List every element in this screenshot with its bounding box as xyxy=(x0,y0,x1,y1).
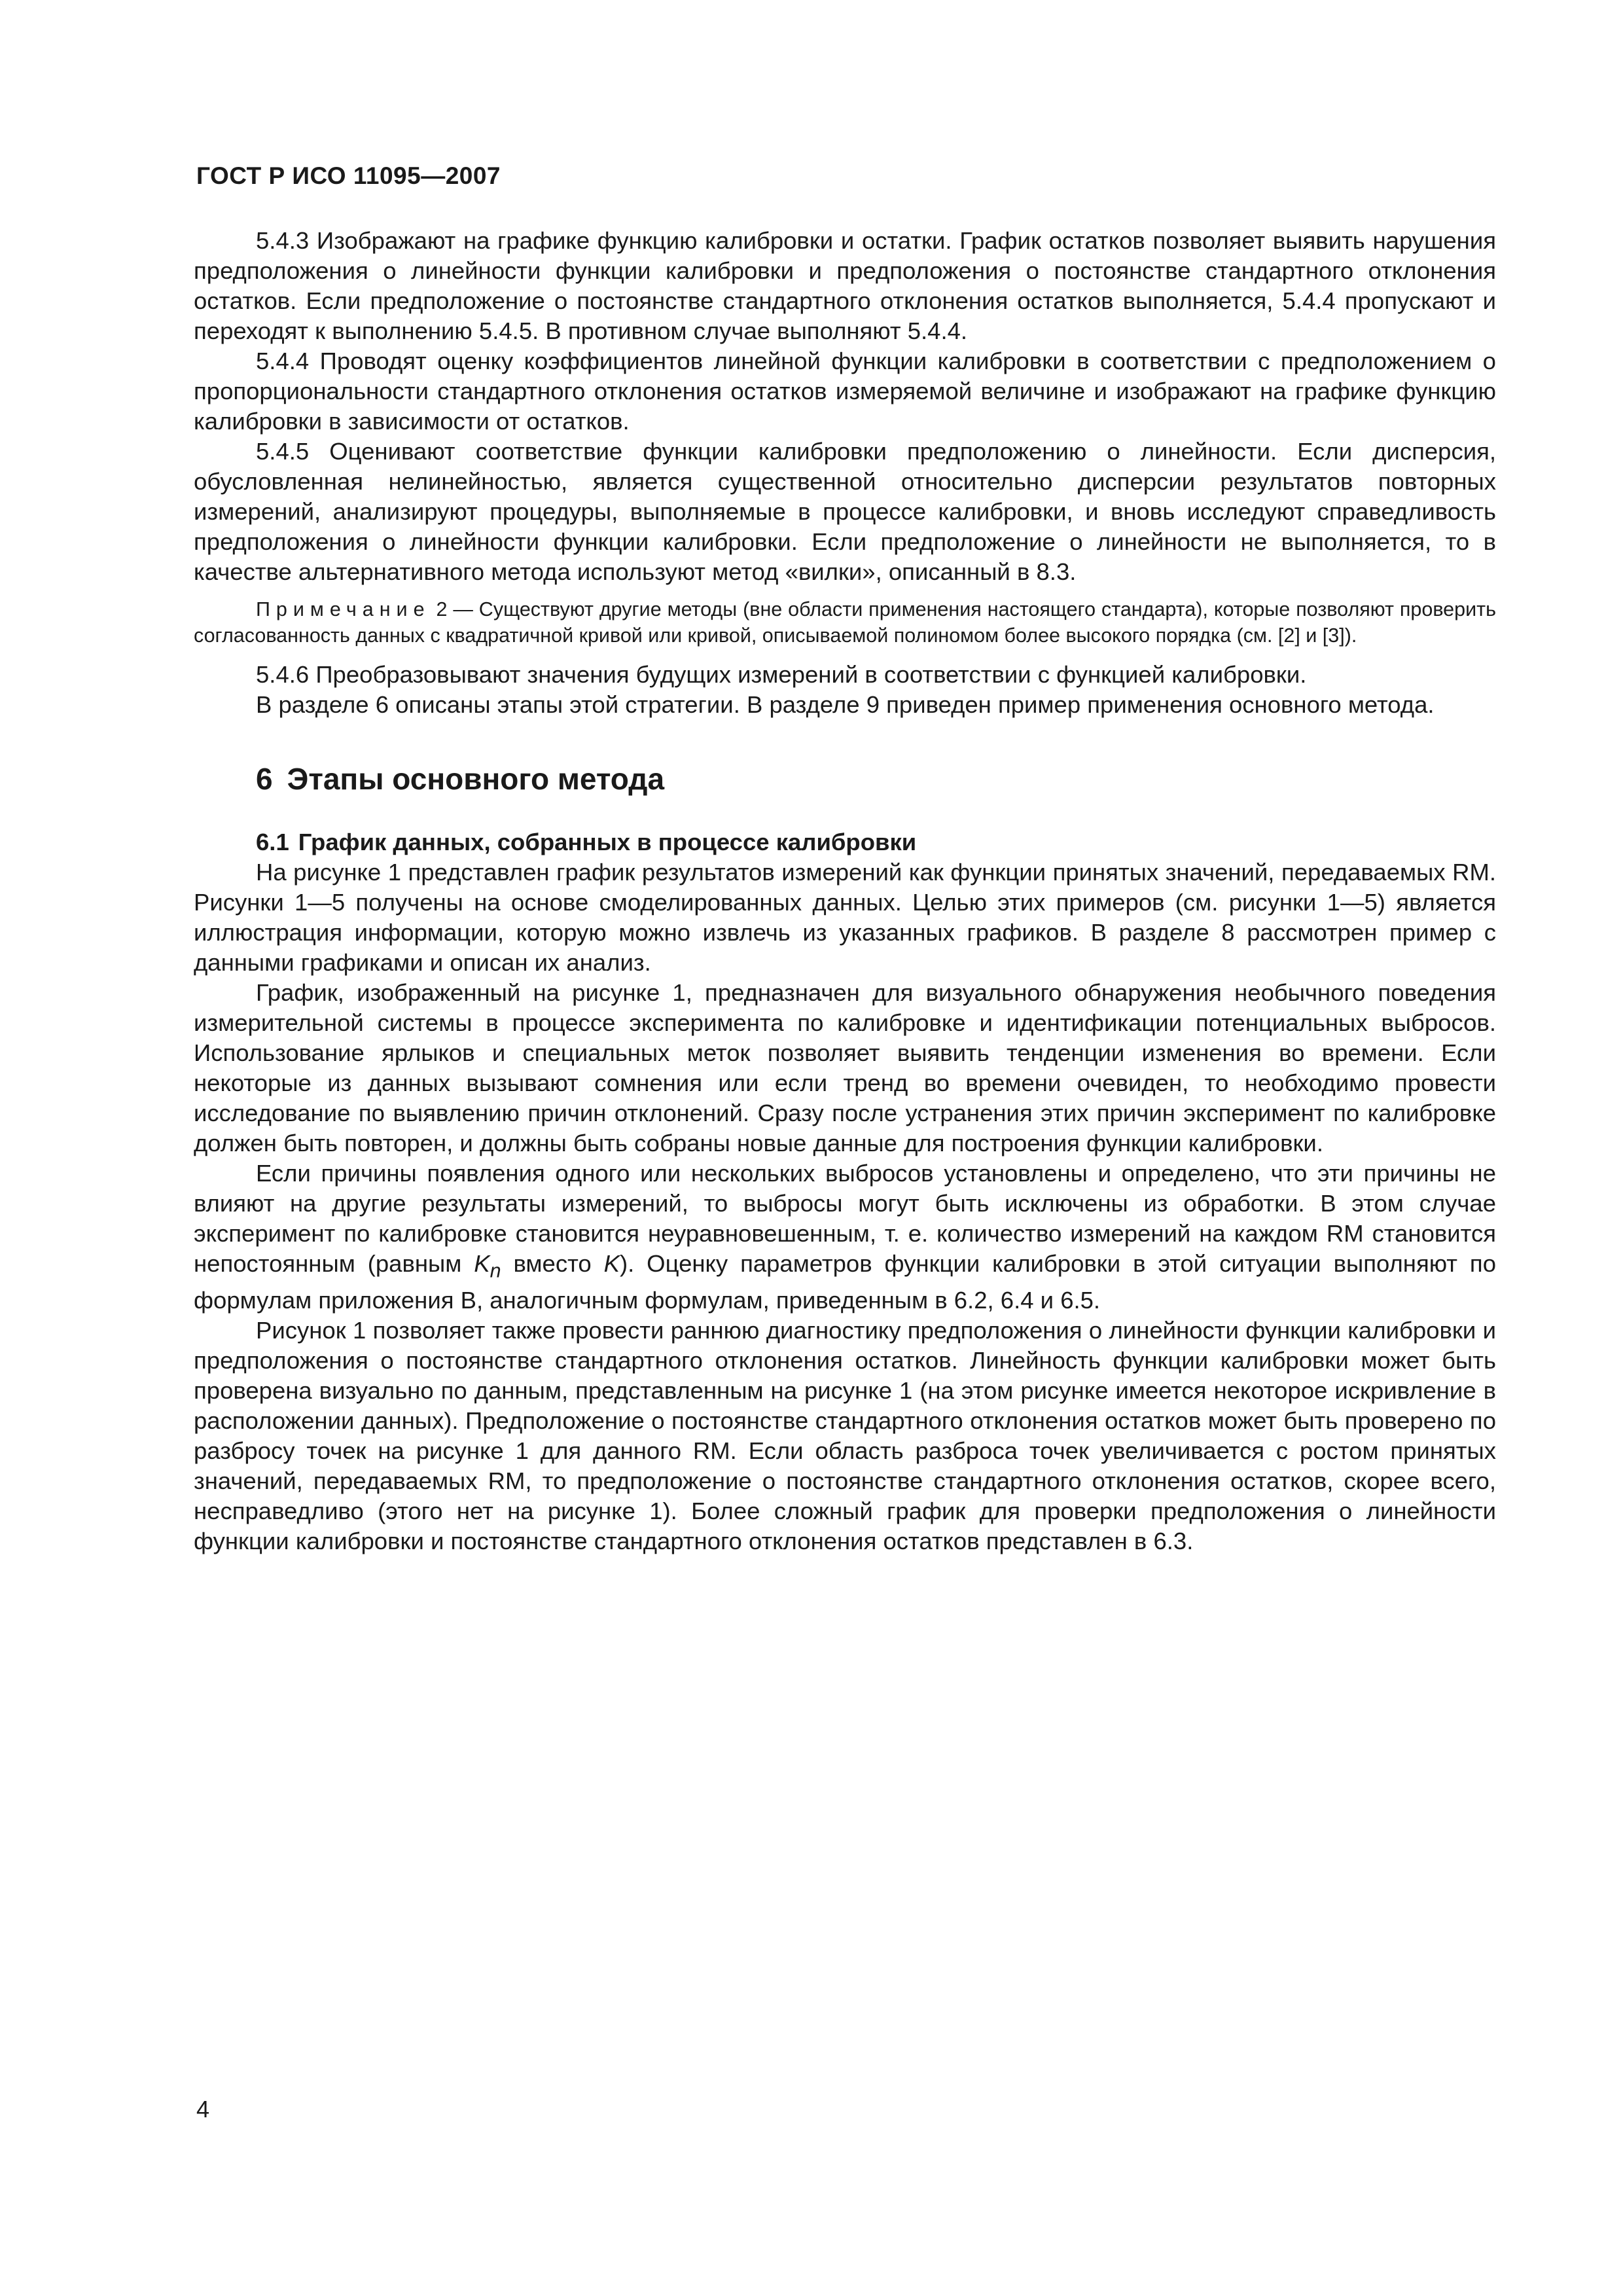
clause-5-4-5: 5.4.5 Оценивают соответствие функции калибровки предположению о линейности. Если дисперсия, обусловленная нелинейностью, является существенной относительно дисперсии результатов повторных измерений, анализируют процедуры, выполняемые в процессе калибровки, и вновь исследуют справедливость предположения о линейности функции калибровки. Если предположение о линейности не выполняется, то в качестве альтернативного метода используют метод «вилки», описанный в 8.3. xyxy=(194,438,1496,585)
note-label: Примечание xyxy=(256,598,431,620)
text-run: вместо xyxy=(501,1250,604,1277)
paragraph-6-1-a: На рисунке 1 представлен график результатов измерений как функции принятых значений, передаваемых RM. Рисунки 1—5 получены на основе смоделированных данных. Целью этих примеров (см. рисунки 1—5) является иллюстрация информации, которую можно извлечь из указанных графиков. В разделе 8 рассмотрен пример с данными графиками и описан их анализ. xyxy=(194,859,1496,976)
paragraph-6-1-c xyxy=(194,1158,1496,1316)
paragraph-6-1-b: График, изображенный на рисунке 1, предназначен для визуального обнаружения необычного поведения измерительной системы в процессе эксперимента по калибровке и идентификации потенциальных выбросов. Использование ярлыков и специальных меток позволяет выявить тенденции изменения во времени. Если некоторые из данных вызывают сомнения или если тренд во времени очевиден, то необходимо провести исследование по выявлению причин отклонений. Сразу после устранения этих причин эксперимент по калибровке должен быть повторен, и должны быть собраны новые данные для построения функции калибровки. xyxy=(194,979,1496,1157)
page-number: 4 xyxy=(196,2096,210,2123)
subsection-number: 6.1 xyxy=(256,829,289,855)
clause-5-4-6: 5.4.6 Преобразовывают значения будущих измерений в соответствии с функцией калибровки. xyxy=(256,661,1307,688)
note-text: 2 — Существуют другие методы (вне области применения настоящего стандарта), которые позволяют проверить согласованность данных с квадратичной кривой или кривой, описываемой полиномом более высокого порядка (см. [2] и [3]). xyxy=(194,598,1496,647)
math-var-k: $K_n$ xyxy=(474,1250,501,1282)
clause-5-4-4: 5.4.4 Проводят оценку коэффициентов линейной функции калибровки в соответствии с предположением о пропорциональности стандартного отклонения остатков измеряемой величине и изображают на графике функцию калибровки в зависимости от остатков. xyxy=(194,348,1496,435)
subsection-6-1-heading xyxy=(256,827,1496,857)
document-header: ГОСТ Р ИСО 11095—2007 xyxy=(196,162,501,189)
section-6-reference: В разделе 6 описаны этапы этой стратегии. В разделе 9 приведен пример применения основного метода. xyxy=(256,691,1435,718)
text-run: Если причины появления одного или нескольких выбросов установлены и определено, что эти причины не влияют на другие результаты измерений, то выбросы могут быть исключены из обработки. В этом случае эксперимент по калибровке становится неуравновешенным, т. е. количество измерений на каждом RM становится непостоянным (равным xyxy=(194,1160,1496,1277)
note-2 xyxy=(194,597,1496,649)
section-number: 6 xyxy=(256,762,273,796)
subscript-n: n xyxy=(490,1259,501,1282)
math-var-k2: K xyxy=(603,1250,620,1277)
text-run: ). Оценку параметров функции калибровки в этой ситуации выполняют по формулам приложения В, аналогичным формулам, приведенным в 6.2, 6.4 и 6.5. xyxy=(194,1250,1496,1314)
section-title: Этапы основного метода xyxy=(287,762,665,796)
paragraph-6-1-d: Рисунок 1 позволяет также провести раннюю диагностику предположения о линейности функции калибровки и предположения о постоянстве стандартного отклонения остатков. Линейность функции калибровки может быть проверена визуально по данным, представленным на рисунке 1 (на этом рисунке имеется некоторое искривление в расположении данных). Предположение о постоянстве стандартного отклонения остатков может быть проверено по разбросу точек на рисунке 1 для данного RM. Если область разброса точек увеличивается с ростом принятых значений, передаваемых RM, то предположение о постоянстве стандартного отклонения остатков, скорее всего, несправедливо (этого нет на рисунке 1). Более сложный график для проверки предположения о линейности функции калибровки и постоянстве стандартного отклонения остатков представлен в 6.3. xyxy=(194,1317,1496,1555)
subsection-title: График данных, собранных в процессе калибровки xyxy=(298,829,917,855)
page-content xyxy=(194,226,1496,1556)
clause-5-4-3: 5.4.3 Изображают на графике функцию калибровки и остатки. График остатков позволяет выявить нарушения предположения о линейности функции калибровки и предположения о постоянстве стандартного отклонения остатков. Если предположение о постоянстве стандартного отклонения остатков выполняется, 5.4.4 пропускают и переходят к выполнению 5.4.5. В противном случае выполняют 5.4.4. xyxy=(194,227,1496,344)
section-6-heading xyxy=(256,761,1496,797)
